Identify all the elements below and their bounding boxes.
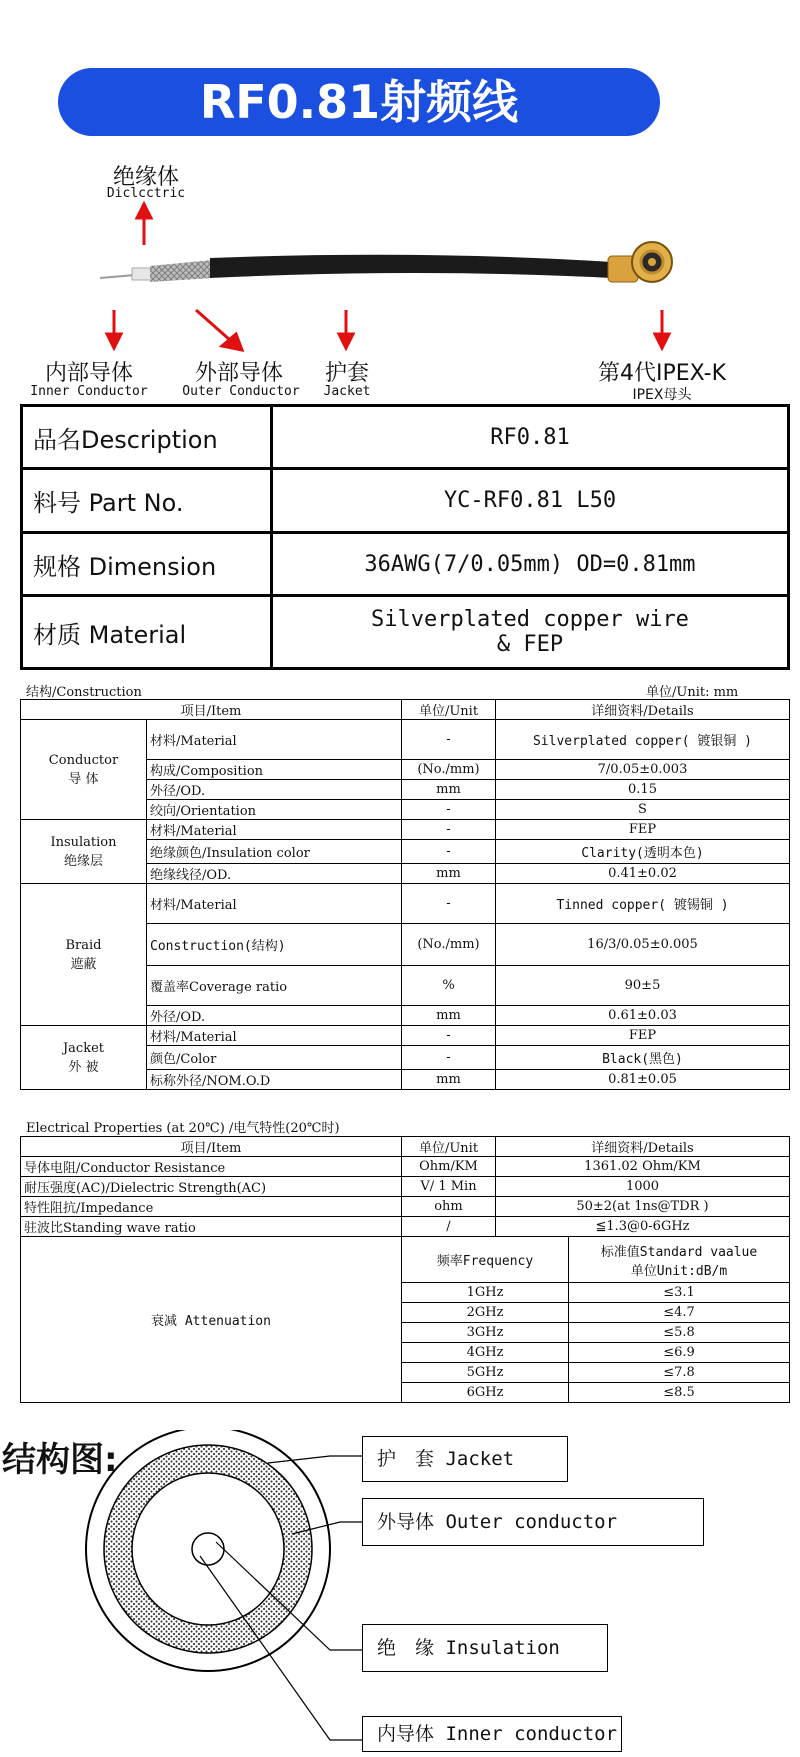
row-item: 覆盖率Coverage ratio	[147, 966, 402, 1006]
row-item: 导体电阻/Conductor Resistance	[21, 1157, 402, 1177]
attenuation-label: 衰减 Attenuation	[21, 1237, 402, 1403]
summary-value	[272, 596, 789, 669]
row-details: 1000	[496, 1177, 790, 1197]
atten-freq: 4GHz	[402, 1343, 569, 1363]
construction-caption: 结构/Construction	[26, 685, 142, 700]
row-details: 0.41±0.02	[496, 864, 790, 884]
row-item: 驻波比Standing wave ratio	[21, 1217, 402, 1237]
group-conductor: Conductor 导 体	[21, 720, 147, 820]
row-unit: mm	[402, 1070, 496, 1090]
row-unit: -	[402, 884, 496, 924]
row-unit: -	[402, 1046, 496, 1070]
row-details: Black(黑色)	[496, 1046, 790, 1070]
std-head: 标准值Standard vaalue 单位Unit:dB/m	[569, 1237, 790, 1283]
row-details: 0.15	[496, 780, 790, 800]
row-item: 特性阻抗/Impedance	[21, 1197, 402, 1217]
diagram-label-inner: 内导体 Inner conductor	[362, 1716, 622, 1752]
row-item: 材料/Material	[147, 1026, 402, 1046]
arrow-outer	[196, 310, 230, 340]
row-unit: /	[402, 1217, 496, 1237]
atten-freq: 3GHz	[402, 1323, 569, 1343]
row-item: Construction(结构)	[147, 924, 402, 966]
row-unit: -	[402, 720, 496, 760]
row-item: 绝缘颜色/Insulation color	[147, 840, 402, 864]
summary-table	[20, 404, 790, 670]
unit-caption: 单位/Unit: mm	[646, 685, 739, 700]
row-item: 外径/OD.	[147, 780, 402, 800]
freq-head: 频率Frequency	[402, 1237, 569, 1283]
summary-value: RF0.81	[272, 406, 789, 469]
group-jacket: Jacket 外 被	[21, 1026, 147, 1090]
row-unit: %	[402, 966, 496, 1006]
summary-key: 规格 Dimension	[22, 532, 272, 595]
outer-braid	[150, 260, 212, 282]
row-details: ≦1.3@0-6GHz	[496, 1217, 790, 1237]
summary-value-line1: Silverplated copper wire	[371, 607, 689, 633]
inner-conductor-core	[192, 1533, 224, 1565]
diagram-label-jacket: 护 套 Jacket	[362, 1436, 568, 1482]
row-item: 绞向/Orientation	[147, 800, 402, 820]
atten-freq: 5GHz	[402, 1363, 569, 1383]
summary-key: 材质 Material	[22, 596, 272, 669]
row-details: 0.61±0.03	[496, 1006, 790, 1026]
label-inner-en: Inner Conductor	[30, 384, 148, 399]
row-unit: -	[402, 800, 496, 820]
row-details: S	[496, 800, 790, 820]
row-unit: mm	[402, 1006, 496, 1026]
row-item: 绝缘线径/OD.	[147, 864, 402, 884]
label-ipex-en: IPEX母头	[632, 387, 692, 403]
diagram-label-insulation: 绝 缘 Insulation	[362, 1624, 608, 1672]
row-item: 材料/Material	[147, 720, 402, 760]
row-details: 16/3/0.05±0.005	[496, 924, 790, 966]
row-details: 50±2(at 1ns@TDR )	[496, 1197, 790, 1217]
label-dielectric-cn: 绝缘体	[112, 165, 179, 190]
electrical-table	[20, 1136, 790, 1403]
row-details: Clarity(透明本色)	[496, 840, 790, 864]
group-insulation: Insulation 绝缘层	[21, 820, 147, 884]
diagram-label-outer: 外导体 Outer conductor	[362, 1498, 704, 1546]
summary-value: YC-RF0.81 L50	[272, 469, 789, 532]
atten-freq: 1GHz	[402, 1283, 569, 1303]
atten-freq: 6GHz	[402, 1383, 569, 1403]
summary-key: 品名Description	[22, 406, 272, 469]
head-details: 详细资料/Details	[496, 700, 790, 720]
summary-value: 36AWG(7/0.05mm) OD=0.81mm	[272, 532, 789, 595]
row-item: 耐压强度(AC)/Dielectric Strength(AC)	[21, 1177, 402, 1197]
row-unit: ohm	[402, 1197, 496, 1217]
head-unit: 单位/Unit	[402, 700, 496, 720]
head-item: 项目/Item	[21, 1137, 402, 1157]
row-unit: V/ 1 Min	[402, 1177, 496, 1197]
row-item: 外径/OD.	[147, 1006, 402, 1026]
row-details: FEP	[496, 820, 790, 840]
label-outer-cn: 外部导体	[194, 361, 283, 386]
row-details: 0.81±0.05	[496, 1070, 790, 1090]
row-unit: Ohm/KM	[402, 1157, 496, 1177]
label-outer-en: Outer Conductor	[182, 384, 300, 399]
atten-value: ≤3.1	[569, 1283, 790, 1303]
head-unit: 单位/Unit	[402, 1137, 496, 1157]
row-unit: -	[402, 1026, 496, 1046]
row-unit: mm	[402, 864, 496, 884]
page-title-banner: RF0.81射频线	[58, 68, 660, 136]
summary-value-line2: & FEP	[496, 632, 564, 658]
row-unit: mm	[402, 780, 496, 800]
jacket-sheath	[210, 255, 612, 278]
electrical-caption: Electrical Properties (at 20℃) /电气特性(20℃时)	[26, 1121, 340, 1136]
row-unit: (No./mm)	[402, 924, 496, 966]
head-item: 项目/Item	[21, 700, 402, 720]
diagram-title: 结构图:	[2, 1440, 118, 1480]
atten-freq: 2GHz	[402, 1303, 569, 1323]
atten-value: ≤6.9	[569, 1343, 790, 1363]
row-details: 1361.02 Ohm/KM	[496, 1157, 790, 1177]
row-details: Silverplated copper( 镀银铜 )	[496, 720, 790, 760]
label-dielectric-en: Diclcctric	[106, 186, 186, 201]
inner-conductor-wire	[100, 275, 135, 278]
atten-value: ≤4.7	[569, 1303, 790, 1323]
row-details: FEP	[496, 1026, 790, 1046]
label-inner-cn: 内部导体	[44, 361, 133, 386]
label-ipex-cn: 第4代IPEX-K	[598, 361, 726, 386]
row-details: 90±5	[496, 966, 790, 1006]
row-item: 材料/Material	[147, 820, 402, 840]
row-item: 构成/Composition	[147, 760, 402, 780]
group-braid: Braid 遮蔽	[21, 884, 147, 1026]
row-item: 材料/Material	[147, 884, 402, 924]
atten-value: ≤8.5	[569, 1383, 790, 1403]
atten-value: ≤5.8	[569, 1323, 790, 1343]
label-jacket-cn: 护套	[324, 361, 369, 386]
row-unit: -	[402, 820, 496, 840]
row-unit: (No./mm)	[402, 760, 496, 780]
atten-value: ≤7.8	[569, 1363, 790, 1383]
row-item: 颜色/Color	[147, 1046, 402, 1070]
summary-key: 料号 Part No.	[22, 469, 272, 532]
construction-table	[20, 699, 790, 1090]
row-unit: -	[402, 840, 496, 864]
label-jacket-en: Jacket	[323, 384, 371, 399]
row-details: 7/0.05±0.003	[496, 760, 790, 780]
row-item: 标称外径/NOM.O.D	[147, 1070, 402, 1090]
head-details: 详细资料/Details	[496, 1137, 790, 1157]
row-details: Tinned copper( 镀锡铜 )	[496, 884, 790, 924]
